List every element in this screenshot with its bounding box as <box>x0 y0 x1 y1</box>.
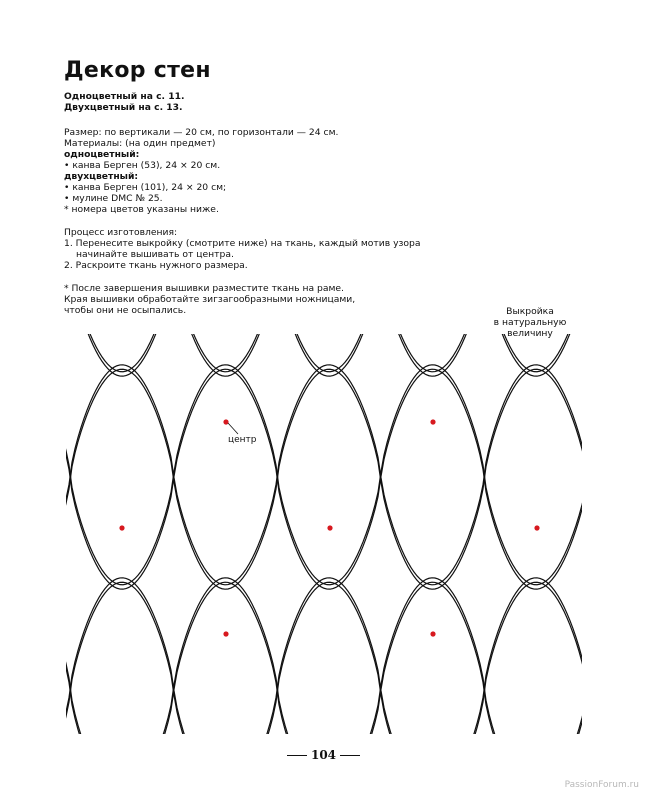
ogee-line <box>0 365 647 585</box>
two-color-item: • мулине DMC № 25. <box>64 193 163 204</box>
ogee-line <box>0 156 647 376</box>
page-title: Декор стен <box>64 58 211 83</box>
page-footer <box>0 748 647 762</box>
ogee-line <box>0 152 647 372</box>
pattern-label-line2: в натуральную величину <box>493 317 567 339</box>
materials-label: Материалы: (на один предмет) <box>64 138 216 149</box>
ogee-line <box>0 582 647 800</box>
ogee-line <box>0 369 647 589</box>
one-color-item: • канва Берген (53), 24 × 20 см. <box>64 160 221 171</box>
ref-two-color: Двухцветный на с. 13. <box>64 102 183 113</box>
process-heading: Процесс изготовления: <box>64 227 178 238</box>
ogee-line <box>0 0 647 163</box>
center-leader-line <box>228 423 238 434</box>
color-note: * номера цветов указаны ниже. <box>64 204 219 215</box>
center-label: центр <box>228 435 257 445</box>
process-step-2: 2. Раскроите ткань нужного размера. <box>64 260 248 271</box>
size-line: Размер: по вертикали — 20 см, по горизонтали — 24 см. <box>64 127 339 138</box>
center-dot <box>223 419 228 424</box>
center-dot <box>327 525 332 530</box>
note-line: чтобы они не осыпались. <box>64 305 187 316</box>
footer-dash-left <box>287 755 307 756</box>
ogee-line <box>0 795 647 800</box>
ogee-line <box>0 369 647 589</box>
footer-dash-right <box>340 755 360 756</box>
center-dot <box>430 631 435 636</box>
ogee-line <box>0 582 647 800</box>
ogee-line <box>0 0 647 159</box>
center-dot <box>119 525 124 530</box>
process-step-1: 1. Перенесите выкройку (смотрите ниже) на ткань, каждый мотив узора <box>64 238 421 249</box>
ogee-line <box>0 0 647 163</box>
ogee-line <box>0 578 647 798</box>
ogee-line <box>0 152 647 372</box>
center-dot <box>534 525 539 530</box>
ogee-line <box>0 578 647 798</box>
note-line: * После завершения вышивки разместите ткань на раме. <box>64 283 344 294</box>
note-line: Края вышивки обработайте зигзагообразными ножницами, <box>64 294 356 305</box>
center-dot <box>223 631 228 636</box>
center-dots <box>119 419 539 636</box>
ref-one-color: Одноцветный на с. 11. <box>64 91 185 102</box>
ogee-line <box>0 0 647 159</box>
watermark: PassionForum.ru <box>564 780 639 790</box>
ogee-line <box>0 365 647 585</box>
ogee-line <box>0 795 647 800</box>
center-dot <box>430 419 435 424</box>
page-number: 104 <box>310 748 337 762</box>
one-color-label: одноцветный: <box>64 149 140 160</box>
pattern-label-line1: Выкройка <box>506 306 554 317</box>
ogee-line <box>0 156 647 376</box>
two-color-label: двухцветный: <box>64 171 139 182</box>
ogee-line <box>0 791 647 800</box>
process-step-1-cont: начинайте вышивать от центра. <box>76 249 234 260</box>
two-color-item: • канва Берген (101), 24 × 20 см; <box>64 182 227 193</box>
ogee-line <box>0 791 647 800</box>
